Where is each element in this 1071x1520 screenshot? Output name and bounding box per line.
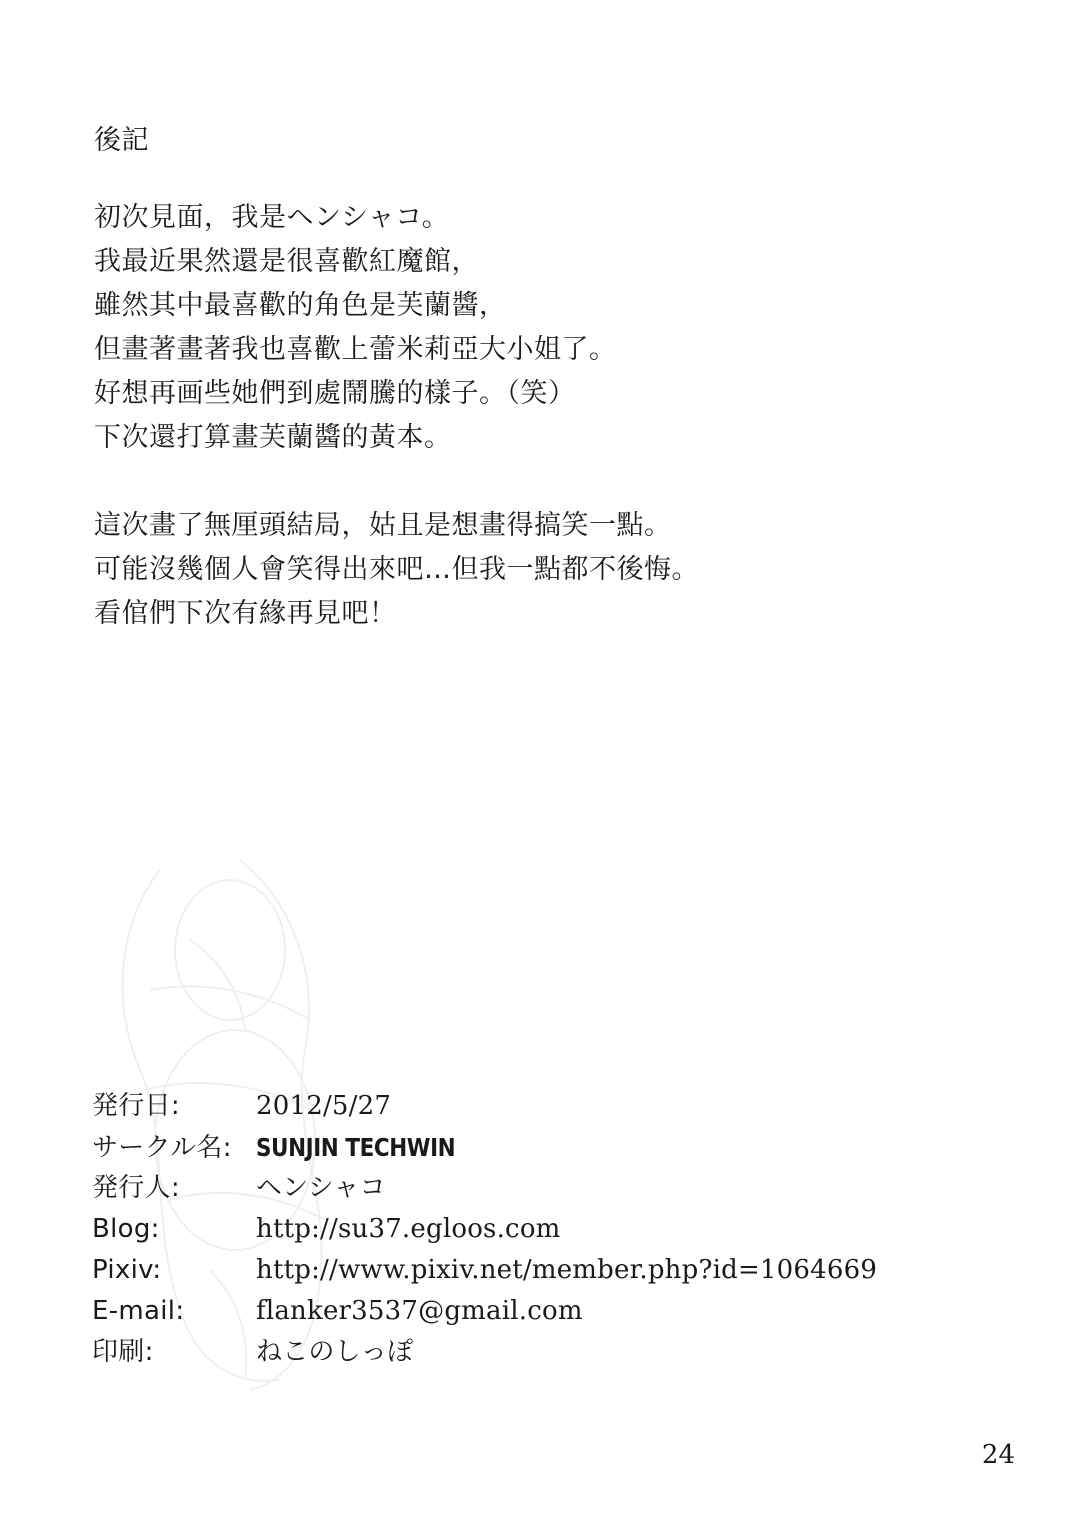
- afterword-line: 我最近果然還是很喜歡紅魔館，: [94, 246, 479, 277]
- afterword-line: 但畫著畫著我也喜歡上蕾米莉亞大小姐了。: [94, 334, 617, 365]
- colophon-row-circle-name: [92, 1127, 972, 1168]
- colophon-block: [92, 1086, 972, 1373]
- colophon-value-pixiv-url[interactable]: http://www.pixiv.net/member.php?id=1064669: [256, 1255, 878, 1285]
- afterword-line: 好想再画些她們到處鬧騰的樣子。（笑）: [94, 378, 576, 409]
- colophon-value-email[interactable]: flanker3537@gmail.com: [256, 1296, 583, 1326]
- colophon-row-pixiv: [92, 1250, 972, 1291]
- colophon-value: ねこのしっぽ: [256, 1337, 414, 1367]
- colophon-label: E-mail:: [92, 1296, 185, 1326]
- colophon-value: 2012/5/27: [256, 1091, 392, 1121]
- colophon-row-email: [92, 1291, 972, 1332]
- colophon-label: 発行人:: [92, 1173, 180, 1203]
- colophon-row-blog: [92, 1209, 972, 1250]
- afterword-line: 初次見面，我是ヘンシャコ。: [94, 202, 450, 233]
- colophon-label: 印刷:: [92, 1337, 154, 1367]
- colophon-label: Blog:: [92, 1214, 160, 1244]
- colophon-value: SUNJIN TECHWIN: [256, 1133, 456, 1162]
- paragraph-spacer: [94, 460, 954, 504]
- afterword-line: 下次還打算畫芙蘭醬的黃本。: [94, 422, 452, 453]
- colophon-value: ヘンシャコ: [256, 1173, 386, 1203]
- afterword-line: 這次畫了無厘頭結局，姑且是想畫得搞笑一點。: [94, 510, 672, 541]
- afterword-heading: 後記: [94, 125, 149, 156]
- afterword-line: 雖然其中最喜歡的角色是芙蘭醬，: [94, 290, 507, 321]
- colophon-row-publisher: [92, 1168, 972, 1209]
- page-number: 24: [981, 1440, 1015, 1470]
- afterword-line: 看倌們下次有緣再見吧！: [94, 598, 397, 629]
- colophon-label: 発行日:: [92, 1091, 180, 1121]
- afterword-body: [94, 196, 954, 636]
- colophon-label: Pixiv:: [92, 1255, 162, 1285]
- afterword-line: 可能沒幾個人會笑得出來吧…但我一點都不後悔。: [94, 554, 699, 585]
- colophon-value-blog-url[interactable]: http://su37.egloos.com: [256, 1214, 561, 1244]
- colophon-row-printer: [92, 1332, 972, 1373]
- colophon-row-publish-date: [92, 1086, 972, 1127]
- colophon-label: サークル名:: [92, 1133, 232, 1163]
